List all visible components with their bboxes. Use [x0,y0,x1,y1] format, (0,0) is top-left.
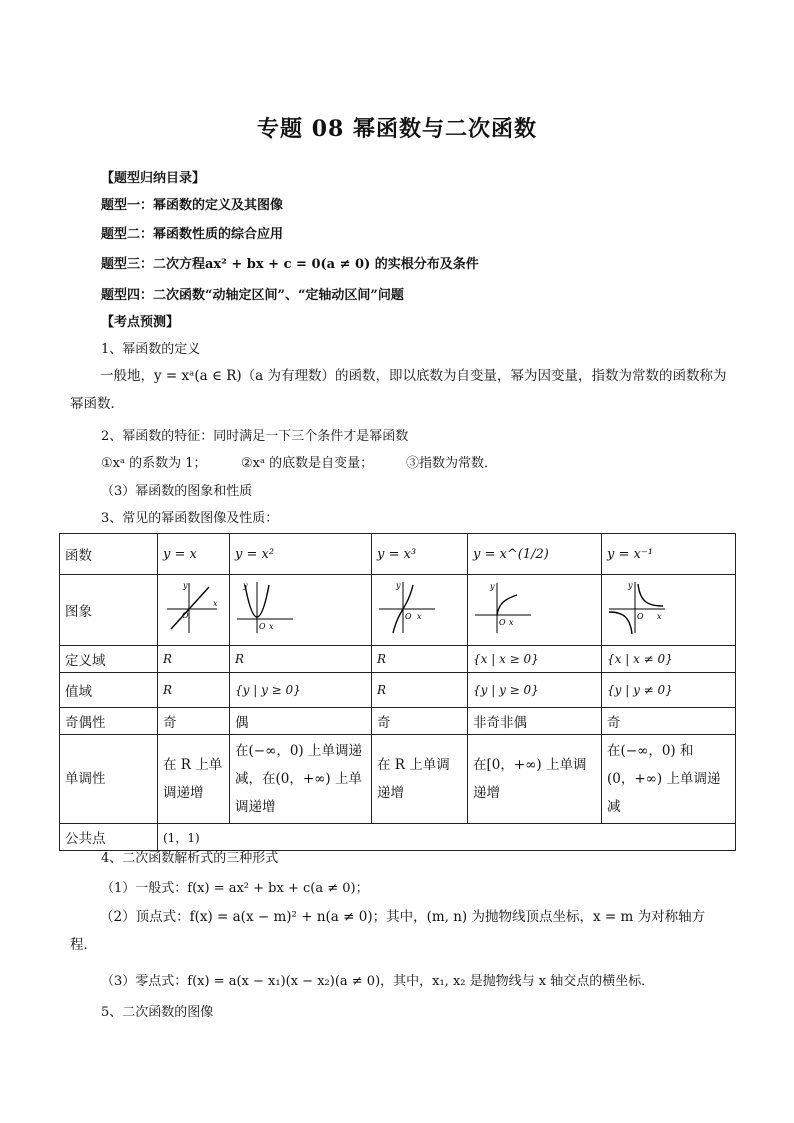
axis-y-label: y [490,582,495,591]
func-cell: y = x² [230,534,372,575]
domain-cell: R [230,646,372,673]
sec2-cond-3: ③指数为常数． [406,456,498,471]
domain-cell: {x | x ≥ 0} [468,646,602,673]
monotonic-cell: 在(−∞，0) 上单调递减，在(0，+∞) 上单调递增 [230,735,372,824]
graph-cube [377,579,437,637]
table-row-range [60,673,736,708]
row-label: 函数 [60,534,158,575]
parity-cell: 奇 [372,708,468,735]
directory-item-4: 题型四：二次函数“动轴定区间”、“定轴动区间”问题 [101,288,404,303]
forecast-heading: 【考点预测】 [101,315,180,330]
graph-linear [163,579,223,637]
graph-cell [468,575,602,646]
graph-cell [158,575,230,646]
page-title: 专题 08 幂函数与二次函数 [257,116,537,142]
common-point-cell: (1，1) [158,824,736,851]
origin-label: O [259,622,266,631]
origin-label: O [499,618,506,627]
row-label: 定义域 [60,646,158,673]
parity-cell: 偶 [230,708,372,735]
origin-label: O [405,612,412,621]
origin-label: O [182,611,189,620]
domain-cell: R [158,646,230,673]
directory-heading: 【题型归纳目录】 [101,171,206,186]
row-label: 图象 [60,575,158,646]
graph-square [235,579,295,637]
directory-item-2: 题型二：幂函数性质的综合应用 [101,227,284,242]
parity-cell: 奇 [602,708,736,735]
axis-x-label: x [657,612,662,621]
domain-cell: R [372,646,468,673]
domain-cell: {x | x ≠ 0} [602,646,736,673]
monotonic-cell: 在[0，+∞) 上单调递增 [468,735,602,824]
axis-y-label: y [628,581,633,590]
parity-cell: 非奇非偶 [468,708,602,735]
graph-cell [602,575,736,646]
graph-reciprocal [607,579,667,637]
table-row-graph [60,575,736,646]
monotonic-cell: 在(−∞，0) 和(0，+∞) 上单调递减 [602,735,736,824]
sec4-heading: 4、二次函数解析式的三种形式 [101,851,279,866]
func-cell: y = x³ [372,534,468,575]
range-cell: {y | y ≥ 0} [230,673,372,708]
parity-cell: 奇 [158,708,230,735]
axis-y-label: y [183,581,188,590]
table-row-domain [60,646,736,673]
power-function-table [59,533,736,851]
graph-cell [230,575,372,646]
row-label: 公共点 [60,824,158,851]
sec1-heading: 1、幂函数的定义 [101,342,201,357]
range-cell: R [158,673,230,708]
table-row-parity [60,708,736,735]
table-row-function [60,534,736,575]
monotonic-cell: 在 R 上单调递增 [158,735,230,824]
row-label: 奇偶性 [60,708,158,735]
row-label: 值域 [60,673,158,708]
axis-y-label: y [243,581,248,590]
sec2-heading: 2、幂函数的特征：同时满足一下三个条件才是幂函数 [101,429,409,444]
origin-label: O [637,612,644,621]
axis-x-label: x [213,599,218,608]
sec5-heading: 5、二次函数的图像 [101,1005,214,1020]
func-cell: y = x^(1/2) [468,534,602,575]
range-cell: R [372,673,468,708]
axis-x-label: x [417,612,422,621]
axis-x-label: x [269,622,274,631]
monotonic-cell: 在 R 上单调递增 [372,735,468,824]
range-cell: {y | y ≠ 0} [602,673,736,708]
sec2-cond-2: ②xᵃ 的底数是自变量； [241,456,374,471]
sec1-body: 一般地，y = xᵃ(a ∈ R)（a 为有理数）的函数，即以底数为自变量，幂为因变量，指数为常数的函数称为幂函数． [70,368,727,412]
range-cell: {y | y ≥ 0} [468,673,602,708]
axis-y-label: y [396,581,401,590]
axis-x-label: x [509,618,514,627]
row-label: 单调性 [60,735,158,824]
sec4-formula-general: （1）一般式：f(x) = ax² + bx + c(a ≠ 0)； [101,881,369,896]
graph-sqrt [473,579,533,637]
sec2-sub: （3）幂函数的图象和性质 [101,484,253,499]
func-cell: y = x⁻¹ [602,534,736,575]
table-row-monotonicity [60,735,736,824]
sec2-cond-1: ①xᵃ 的系数为 1； [101,456,207,471]
sec4-formula-vertex: （2）顶点式：f(x) = a(x − m)² + n(a ≠ 0)；其中，(m, n) 为抛物线顶点坐标，x = m 为对称轴方程． [70,909,706,953]
sec3-heading: 3、常见的幂函数图像及性质： [101,511,279,526]
func-cell: y = x [158,534,230,575]
directory-item-1: 题型一：幂函数的定义及其图像 [101,198,284,213]
sec4-formula-zero: （3）零点式：f(x) = a(x − x₁)(x − x₂)(a ≠ 0)，其中，x₁, x₂ 是抛物线与 x 轴交点的横坐标． [101,974,655,989]
directory-item-3: 题型三：二次方程ax² + bx + c = 0(a ≠ 0) 的实根分布及条件 [101,257,479,272]
graph-cell [372,575,468,646]
